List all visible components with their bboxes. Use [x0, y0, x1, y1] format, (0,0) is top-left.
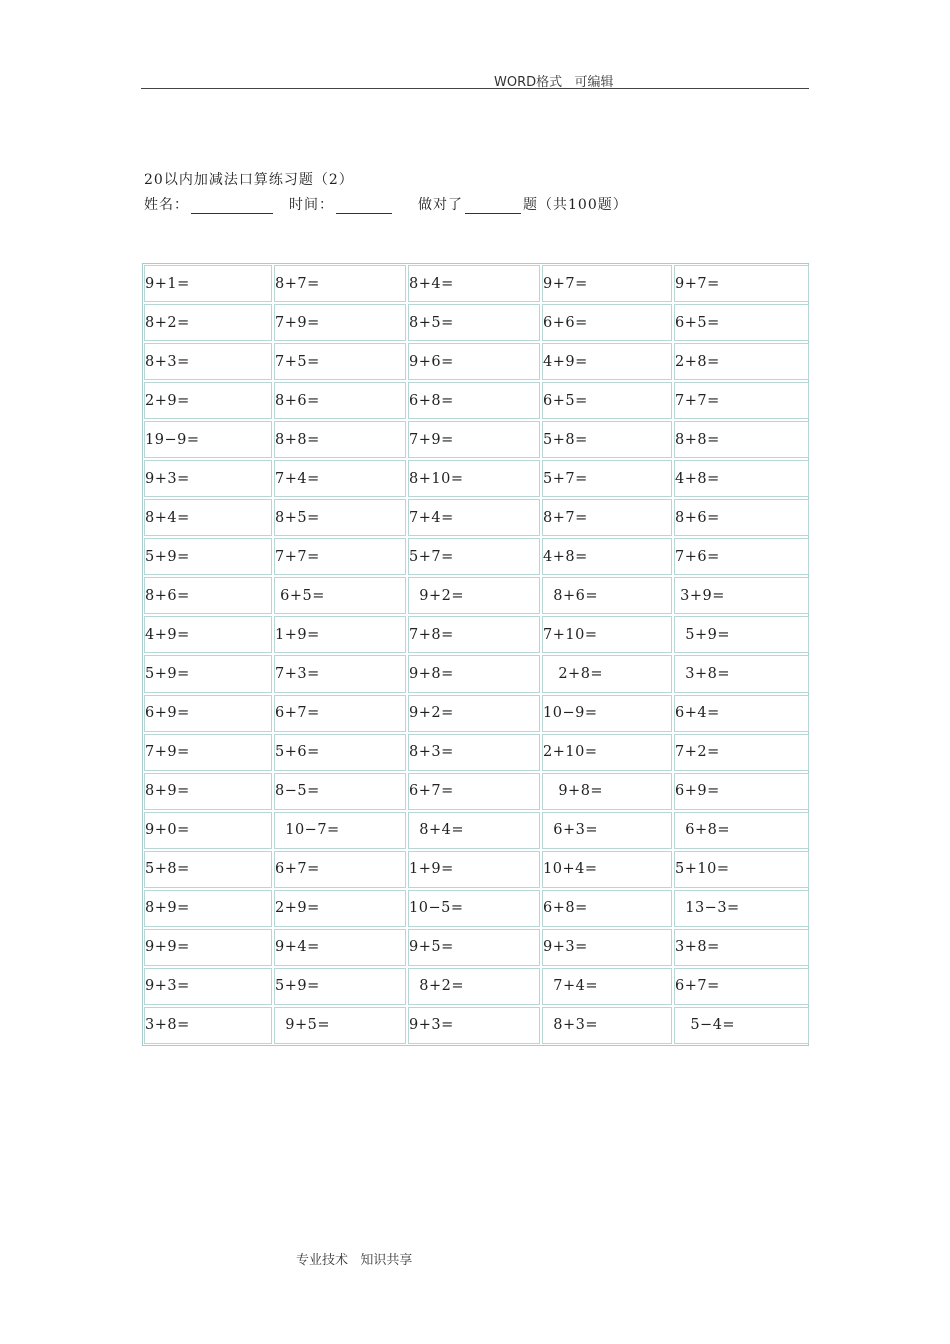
problem-cell: 10+4= [542, 851, 672, 888]
problem-cell: 4+9= [542, 343, 672, 380]
problem-cell: 6+8= [542, 890, 672, 927]
problem-cell: 9+2= [408, 695, 540, 732]
problem-cell: 8+6= [542, 577, 672, 614]
problem-cell: 7+5= [274, 343, 406, 380]
problem-cell: 8+4= [408, 812, 540, 849]
problem-cell: 9+8= [408, 655, 540, 692]
problem-cell: 9+5= [408, 929, 540, 966]
problem-cell: 5+7= [542, 460, 672, 497]
problem-cell: 5+9= [144, 655, 272, 692]
problem-cell: 6+3= [542, 812, 672, 849]
problem-cell: 8+6= [674, 499, 809, 536]
name-label: 姓名： [144, 197, 189, 213]
problem-cell: 9+3= [408, 1007, 540, 1044]
problem-cell: 9+2= [408, 577, 540, 614]
problem-cell: 8+2= [408, 968, 540, 1005]
problem-cell: 6+7= [274, 695, 406, 732]
problem-cell: 8+4= [408, 265, 540, 302]
time-label: 时间： [289, 197, 334, 213]
problem-cell: 9+8= [542, 773, 672, 810]
problem-cell: 8+10= [408, 460, 540, 497]
problem-cell: 5+8= [144, 851, 272, 888]
problem-cell: 7+9= [408, 421, 540, 458]
problem-cell: 8+6= [274, 382, 406, 419]
problem-cell: 8+3= [408, 734, 540, 771]
problem-cell: 13−3= [674, 890, 809, 927]
problem-cell: 7+10= [542, 616, 672, 653]
problem-cell: 5−4= [674, 1007, 809, 1044]
problem-cell: 6+9= [674, 773, 809, 810]
problem-cell: 4+9= [144, 616, 272, 653]
problem-cell: 3+8= [674, 655, 809, 692]
problem-cell: 7+4= [274, 460, 406, 497]
problem-cell: 9+7= [674, 265, 809, 302]
problem-cell: 5+8= [542, 421, 672, 458]
problem-cell: 6+5= [674, 304, 809, 341]
info-line [144, 194, 628, 214]
problem-cell: 8+5= [408, 304, 540, 341]
problem-cell: 8+7= [542, 499, 672, 536]
problem-cell: 7+9= [144, 734, 272, 771]
problem-cell: 8+7= [274, 265, 406, 302]
problem-cell: 2+8= [674, 343, 809, 380]
problem-cell: 4+8= [674, 460, 809, 497]
problem-cell: 8+4= [144, 499, 272, 536]
problem-cell: 7+4= [542, 968, 672, 1005]
problem-cell: 6+5= [542, 382, 672, 419]
problem-cell: 6+8= [408, 382, 540, 419]
name-blank[interactable] [191, 199, 273, 214]
problem-cell: 9+1= [144, 265, 272, 302]
problem-cell: 7+7= [674, 382, 809, 419]
problem-cell: 7+2= [674, 734, 809, 771]
problem-cell: 8+9= [144, 773, 272, 810]
problem-cell: 8+9= [144, 890, 272, 927]
problem-cell: 9+0= [144, 812, 272, 849]
time-blank[interactable] [336, 199, 392, 214]
header-text: WORD格式 可编辑 [494, 75, 614, 90]
problem-cell: 1+9= [274, 616, 406, 653]
problem-cell: 7+7= [274, 538, 406, 575]
problem-cell: 8+2= [144, 304, 272, 341]
problem-cell: 5+9= [144, 538, 272, 575]
problem-cell: 2+10= [542, 734, 672, 771]
problem-cell: 9+6= [408, 343, 540, 380]
problem-cell: 6+9= [144, 695, 272, 732]
problem-cell: 3+8= [144, 1007, 272, 1044]
problem-cell: 9+5= [274, 1007, 406, 1044]
problem-cell: 9+7= [542, 265, 672, 302]
problem-cell: 6+5= [274, 577, 406, 614]
problem-cell: 8+3= [542, 1007, 672, 1044]
problem-cell: 5+7= [408, 538, 540, 575]
problem-cell: 3+8= [674, 929, 809, 966]
problem-cell: 5+6= [274, 734, 406, 771]
problem-cell: 6+7= [408, 773, 540, 810]
problem-cell: 2+8= [542, 655, 672, 692]
problem-cell: 2+9= [144, 382, 272, 419]
problem-cell: 2+9= [274, 890, 406, 927]
problem-cell: 8+3= [144, 343, 272, 380]
problem-cell: 4+8= [542, 538, 672, 575]
problem-cell: 8−5= [274, 773, 406, 810]
header-rule [141, 88, 809, 89]
problem-cell: 6+6= [542, 304, 672, 341]
problem-cell: 9+3= [144, 968, 272, 1005]
total-label: 题（共100题） [523, 197, 628, 213]
problem-cell: 3+9= [674, 577, 809, 614]
problem-cell: 8+5= [274, 499, 406, 536]
worksheet-title: 20以内加减法口算练习题（2） [144, 172, 354, 188]
problem-cell: 5+9= [274, 968, 406, 1005]
problem-cell: 10−7= [274, 812, 406, 849]
problem-cell: 7+3= [274, 655, 406, 692]
problem-cell: 7+9= [274, 304, 406, 341]
problem-cell: 5+10= [674, 851, 809, 888]
problem-cell: 7+8= [408, 616, 540, 653]
correct-blank[interactable] [465, 199, 521, 214]
problem-cell: 9+4= [274, 929, 406, 966]
correct-label: 做对了 [418, 197, 463, 213]
problem-cell: 6+7= [274, 851, 406, 888]
problem-table [142, 263, 809, 1046]
problem-cell: 8+8= [274, 421, 406, 458]
problem-cell: 9+9= [144, 929, 272, 966]
problem-cell: 6+8= [674, 812, 809, 849]
problem-cell: 10−9= [542, 695, 672, 732]
problem-cell: 1+9= [408, 851, 540, 888]
problem-cell: 7+6= [674, 538, 809, 575]
footer-text: 专业技术 知识共享 [296, 1253, 413, 1268]
problem-cell: 8+8= [674, 421, 809, 458]
problem-cell: 7+4= [408, 499, 540, 536]
problem-cell: 10−5= [408, 890, 540, 927]
problem-cell: 9+3= [144, 460, 272, 497]
problem-cell: 8+6= [144, 577, 272, 614]
problem-cell: 9+3= [542, 929, 672, 966]
problem-cell: 5+9= [674, 616, 809, 653]
problem-cell: 6+7= [674, 968, 809, 1005]
problem-cell: 6+4= [674, 695, 809, 732]
problem-cell: 19−9= [144, 421, 272, 458]
